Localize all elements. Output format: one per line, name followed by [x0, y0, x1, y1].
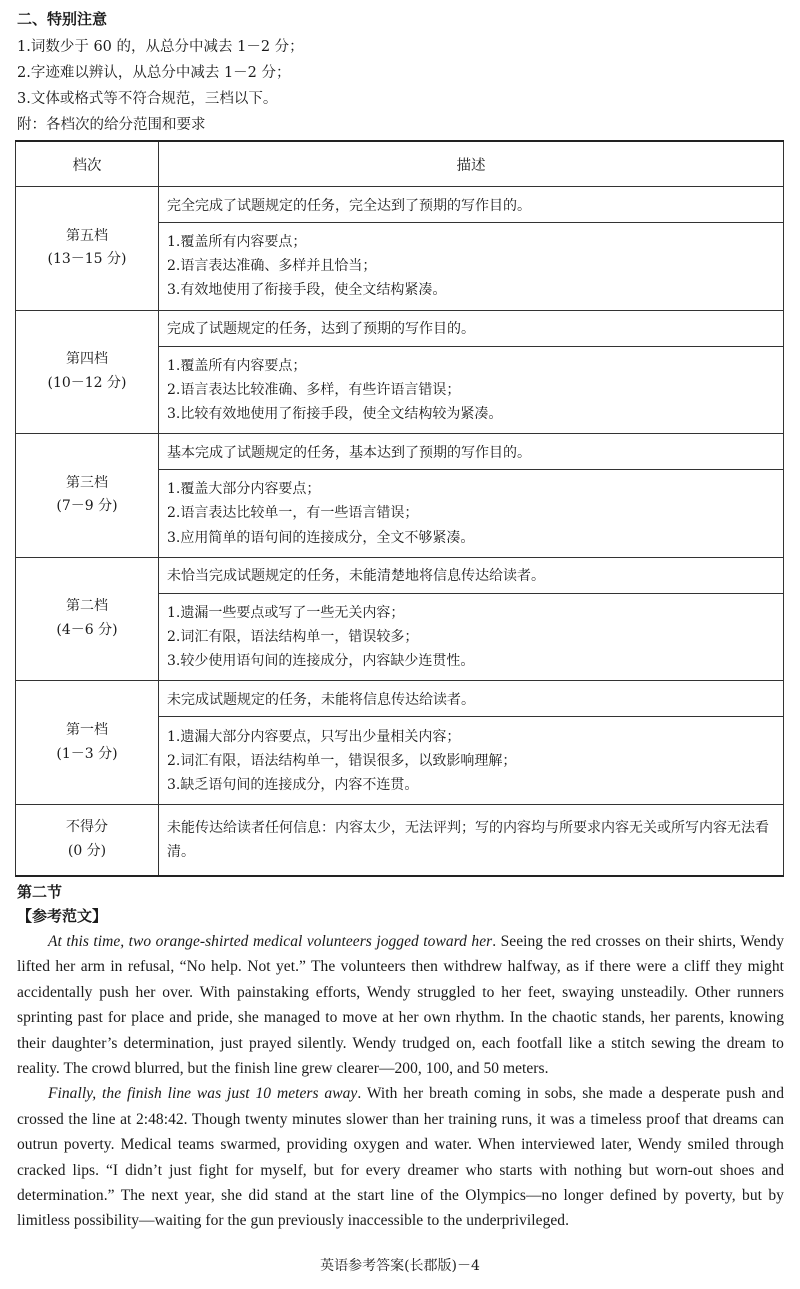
detail-item: 2.词汇有限，语法结构单一，错误较多； [167, 629, 419, 646]
table-row [16, 187, 784, 223]
table-row [16, 310, 784, 346]
note-item: 2.字迹难以辨认，从总分中减去 1－2 分； [17, 65, 291, 81]
level-name: 第一档 [66, 721, 108, 738]
level-name: 第四档 [66, 351, 108, 368]
detail-item: 2.语言表达准确、多样并且恰当； [167, 258, 377, 275]
detail-item: 1.遗漏大部分内容要点，只写出少量相关内容； [167, 728, 461, 745]
model-essay [17, 929, 784, 1234]
paragraph-body: . With her breath coming in sobs, she made a desperate push and crossed the line at 2:48:42. Though twenty minutes slower than her training runs, it was a timeless proof that dreams can outrun poverty. Medical teams swarmed, providing oxygen and water. When interviewed later, Wendy smiled through cracked lips. “I didn’t just fight for myself, but for every dreamer who starts with nothing but worn-out shoes and determination.” The next year, she did stand at the start line of the Olympics—no longer defined by poverty, but by limitless possibility—waiting for the gun previously inaccessible to the underprivileged. [17, 1085, 784, 1230]
level-name: 第五档 [66, 227, 108, 244]
detail-item: 3.缺乏语句间的连接成分，内容不连贯。 [167, 776, 419, 793]
detail-item: 3.比较有效地使用了衔接手段，使全文结构较为紧凑。 [167, 405, 503, 422]
level-name: 不得分 [66, 819, 108, 836]
level-details [159, 717, 784, 805]
level-range: (7－9 分) [56, 498, 118, 515]
level-summary: 未完成试题规定的任务，未能将信息传达给读者。 [159, 681, 784, 717]
detail-item: 1.覆盖所有内容要点； [167, 357, 307, 374]
section-title: 二、特别注意 [17, 10, 108, 28]
level-range: (13－15 分) [47, 251, 127, 268]
appendix-title: 附：各档次的给分范围和要求 [17, 117, 206, 133]
level-name: 第二档 [66, 598, 108, 615]
page-footer: 英语参考答案(长郡版)－4 [320, 1258, 480, 1274]
level-range: (1－3 分) [56, 745, 118, 762]
level-cell [16, 557, 159, 681]
detail-item: 2.语言表达比较单一，有一些语言错误； [167, 505, 419, 522]
table-row [16, 557, 784, 593]
detail-item: 3.应用简单的语句间的连接成分，全文不够紧凑。 [167, 529, 475, 546]
level-cell [16, 434, 159, 558]
model-essay-title: 【参考范文】 [17, 907, 108, 925]
paragraph-lead: Finally, the finish line was just 10 meters away [48, 1085, 358, 1103]
level-range: (0 分) [67, 843, 107, 859]
detail-item: 3.较少使用语句间的连接成分，内容缺少连贯性。 [167, 653, 475, 670]
level-range: (10－12 分) [47, 374, 127, 391]
level-details [159, 223, 784, 311]
level-summary: 基本完成了试题规定的任务，基本达到了预期的写作目的。 [159, 434, 784, 470]
detail-item: 1.覆盖大部分内容要点； [167, 481, 321, 498]
header-description: 描述 [159, 141, 784, 187]
detail-item: 1.覆盖所有内容要点； [167, 234, 307, 251]
header-level: 档次 [16, 141, 159, 187]
level-summary: 未恰当完成试题规定的任务，未能清楚地将信息传达给读者。 [159, 557, 784, 593]
part-title: 第二节 [17, 883, 63, 901]
paragraph-body: . Seeing the red crosses on their shirts, Wendy lifted her arm in refusal, “No help. Not yet.” The volunteers then withdrew halfway, as if there were a cliff they might accidentally push her over. With painstaking efforts, Wendy struggled to her feet, swaying unsteadily. Other runners sprinting past for place and pride, she managed to move at her own rhythm. In the chaotic stands, her parents, knowing their daughter’s determination, just prayed silently. Wendy trudged on, each footfall like a stitch sewing the dream to reality. The crowd blurred, but the finish line grew clearer—200, 100, and 50 meters. [17, 933, 784, 1078]
level-details [159, 470, 784, 558]
level-details [159, 346, 784, 434]
level-summary: 完全完成了试题规定的任务，完全达到了预期的写作目的。 [159, 187, 784, 223]
table-row [16, 681, 784, 717]
level-cell [16, 681, 159, 805]
level-cell [16, 310, 159, 434]
paragraph-lead: At this time, two orange-shirted medical volunteers jogged toward her [48, 933, 493, 950]
detail-item: 2.语言表达比较准确、多样，有些许语言错误； [167, 381, 461, 398]
detail-item: 2.词汇有限，语法结构单一，错误很多，以致影响理解； [167, 752, 517, 769]
detail-item: 1.遗漏一些要点或写了一些无关内容； [167, 604, 405, 621]
level-name: 第三档 [66, 474, 108, 491]
note-item: 3.文体或格式等不符合规范，三档以下。 [17, 91, 278, 107]
table-row [16, 805, 784, 877]
level-range: (4－6 分) [56, 622, 118, 639]
level-cell [16, 187, 159, 311]
table-header-row [16, 141, 784, 187]
level-summary: 完成了试题规定的任务，达到了预期的写作目的。 [159, 310, 784, 346]
detail-item: 3.有效地使用了衔接手段，使全文结构紧凑。 [167, 282, 447, 299]
essay-paragraph [17, 929, 784, 1081]
level-details [159, 593, 784, 681]
level-cell [16, 805, 159, 877]
note-item: 1.词数少于 60 的，从总分中减去 1－2 分； [17, 39, 304, 55]
zero-description: 未能传达给读者任何信息：内容太少，无法评判；写的内容均与所要求内容无关或所写内容无法看清。 [159, 805, 784, 877]
essay-paragraph [17, 1081, 784, 1233]
table-row [16, 434, 784, 470]
grading-table [15, 140, 784, 877]
